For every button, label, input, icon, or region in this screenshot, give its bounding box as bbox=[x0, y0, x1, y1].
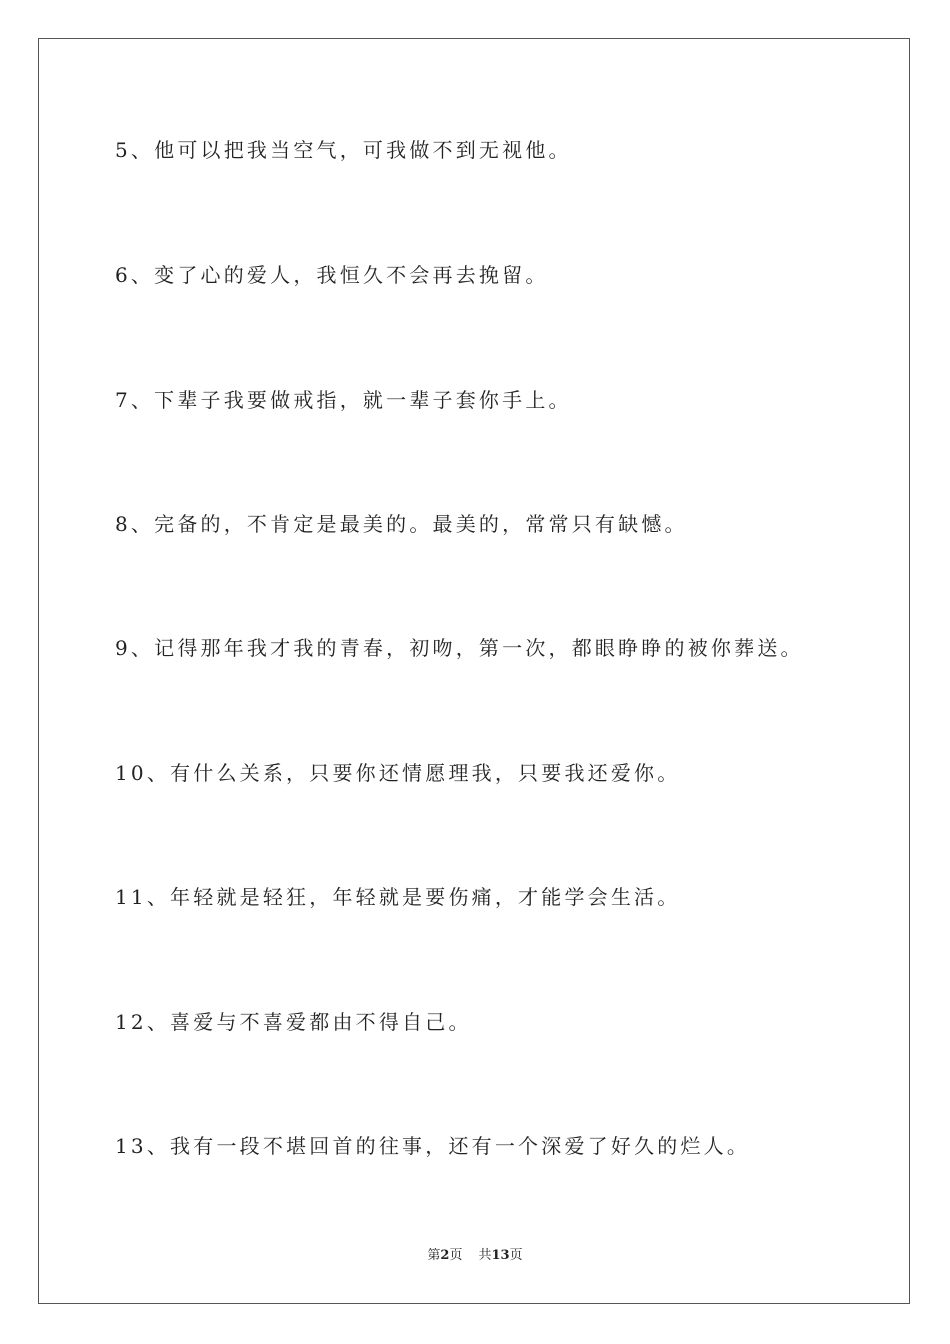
text-line-8: 8、完备的，不肯定是最美的。最美的，常常只有缺憾。 bbox=[115, 512, 688, 536]
text-line-12: 12、喜爱与不喜爱都由不得自己。 bbox=[115, 1010, 472, 1034]
page-frame bbox=[38, 38, 910, 1304]
text-line-6: 6、变了心的爱人，我恒久不会再去挽留。 bbox=[115, 263, 549, 287]
page-number: 2 bbox=[440, 1248, 450, 1263]
text-line-13: 13、我有一段不堪回首的往事，还有一个深爱了好久的烂人。 bbox=[115, 1134, 751, 1158]
text-line-5: 5、他可以把我当空气，可我做不到无视他。 bbox=[115, 138, 572, 162]
total-prefix: 共 bbox=[478, 1248, 492, 1263]
page-footer bbox=[0, 1248, 950, 1264]
text-line-9: 9、记得那年我才我的青春，初吻，第一次，都眼睁睁的被你葬送。 bbox=[115, 636, 804, 660]
total-pages: 13 bbox=[491, 1248, 510, 1263]
page-prefix: 第 bbox=[427, 1248, 441, 1263]
page-suffix: 页 bbox=[449, 1248, 463, 1263]
text-line-11: 11、年轻就是轻狂，年轻就是要伤痛，才能学会生活。 bbox=[115, 885, 681, 909]
text-line-10: 10、有什么关系，只要你还情愿理我，只要我还爱你。 bbox=[115, 761, 681, 785]
total-suffix: 页 bbox=[509, 1248, 523, 1263]
text-line-7: 7、下辈子我要做戒指，就一辈子套你手上。 bbox=[115, 388, 572, 412]
